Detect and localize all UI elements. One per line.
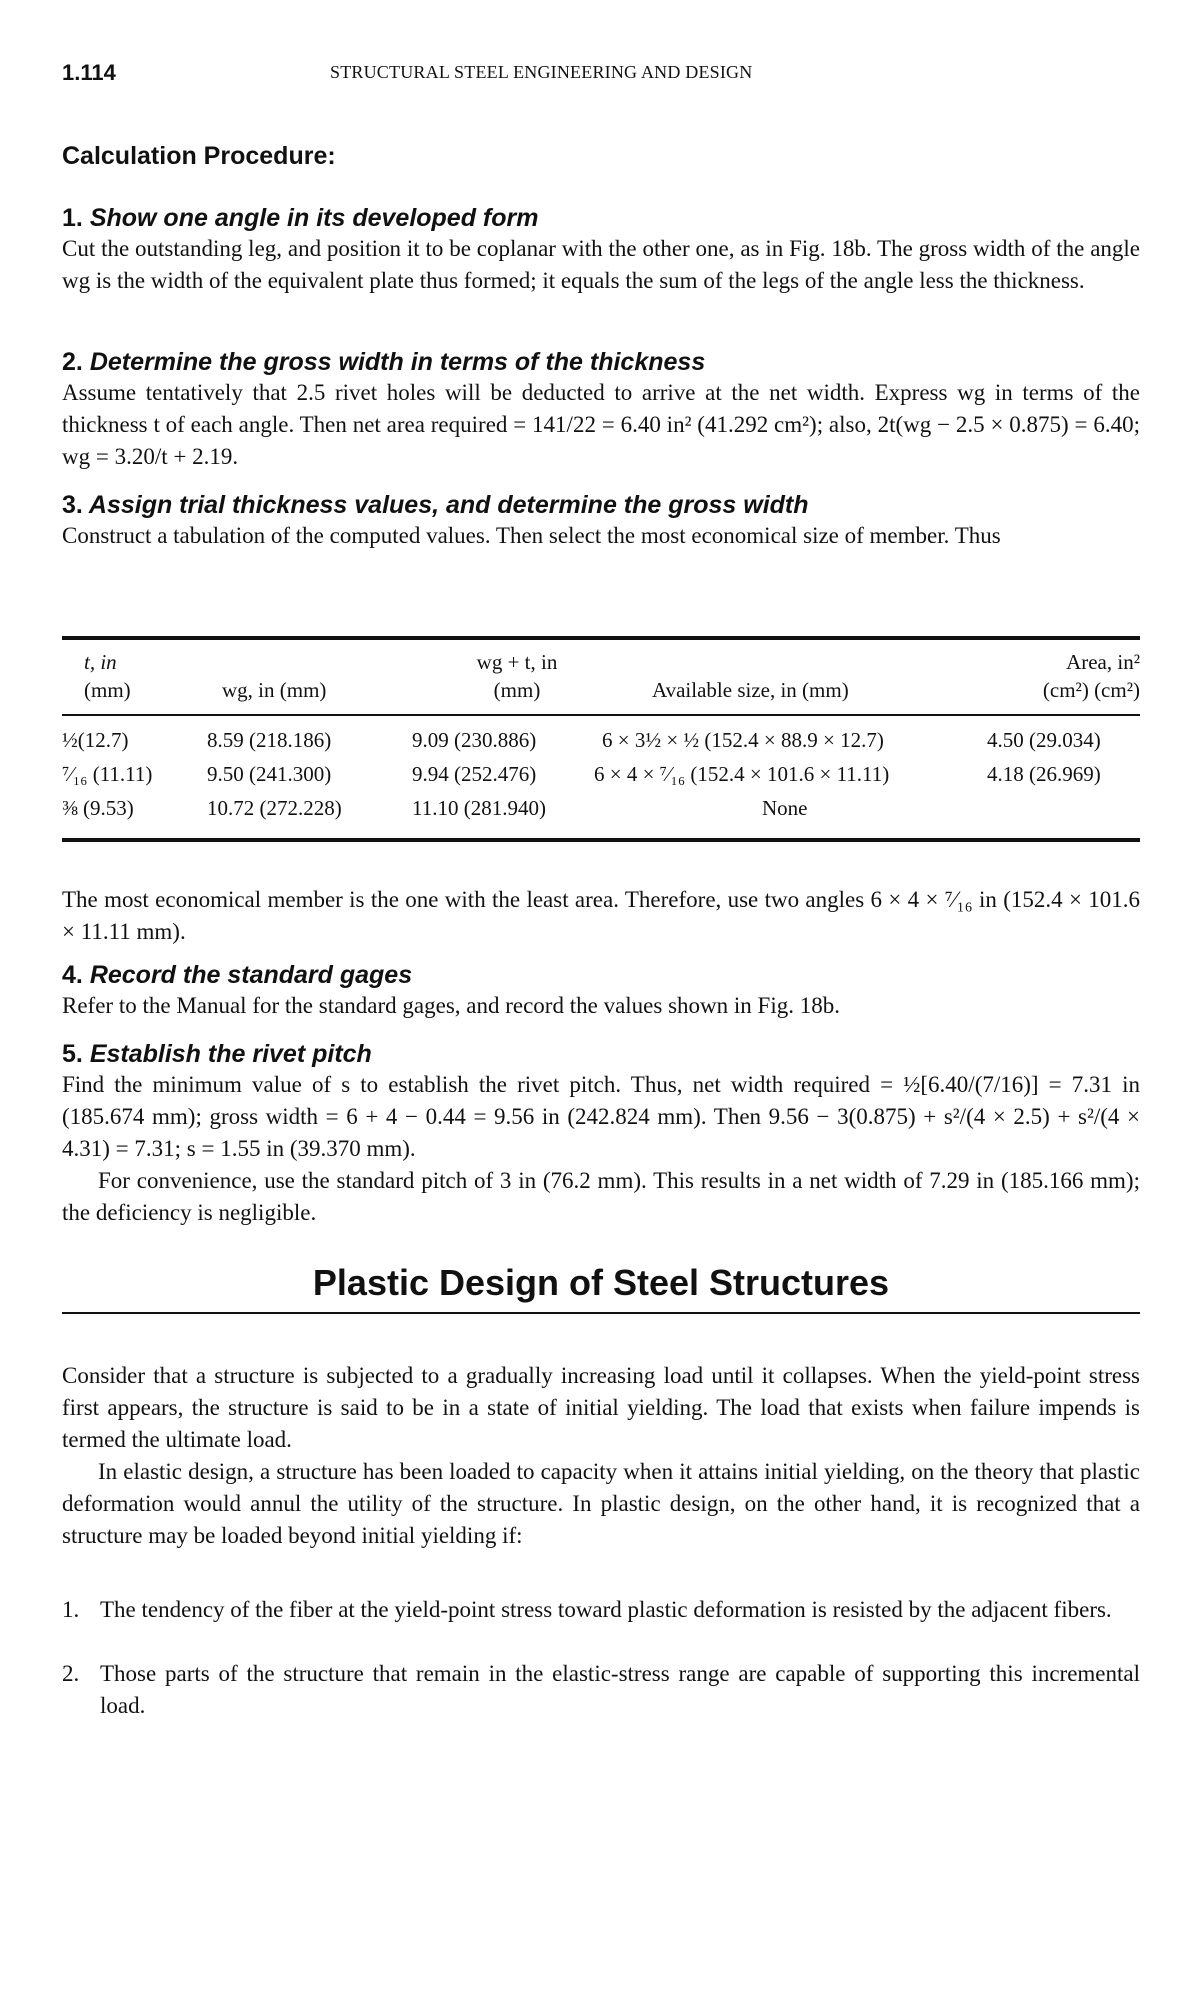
step-number: 1. [62,204,83,232]
table-cell: 9.09 (230.886) [412,728,537,752]
table-rule-top [62,636,1140,640]
step-text: Find the minimum value of s to establish the rivet pitch. Thus, net width required = ½[6.40/(7/16)] = 7.31 in (185.674 mm); gross width = 6 + 4 − 0.44 = 9.56 in (242.824 mm). Then 9.56 − 3(0.875) + s²/(4 × 2.5) + s²/(4 × 4.31) = 7.31; s = 1.55 in (39.370 mm). [62,1072,1140,1161]
step-text: Refer to the Manual for the standard gages, and record the values shown in Fig. 18b. [62,993,840,1018]
table-cell: 4.18 (26.969) [987,762,1101,786]
list-item [62,1658,1140,1722]
list-text: Those parts of the structure that remain in the elastic-stress range are capable of supporting this incremental load. [100,1661,1140,1718]
step-text: Cut the outstanding leg, and position it to be coplanar with the other one, as in Fig. 18b. The gross width of the angle wg is the width of the equivalent plate thus formed; it equals the sum of the legs of the angle less the thickness. [62,236,1140,293]
step-heading [62,347,1140,377]
table-cell: 9.94 (252.476) [412,762,537,786]
conclusion-paragraph: The most economical member is the one with the least area. Therefore, use two angles 6 × 4 × ⁷⁄₁₆ in (152.4 × 101.6 × 11.11 mm). [62,887,1140,944]
procedure-heading: Calculation Procedure: [62,142,336,170]
table-rule-mid [62,714,1140,716]
step-1 [62,203,1140,297]
step-title: Establish the rivet pitch [89,1040,372,1068]
step-4 [62,960,1140,1022]
list-text: The tendency of the fiber at the yield-point stress toward plastic deformation is resisted by the adjacent fibers. [100,1597,1112,1622]
header-available-size: Available size, in (mm) [652,678,849,702]
step-heading [62,203,1140,233]
page-number: 1.114 [62,60,116,85]
table-cell: ⁷⁄₁₆ (11.11) [62,762,153,786]
table-cell: None [762,796,808,820]
section-rule [62,1312,1140,1314]
step-number: 5. [62,1040,83,1068]
table-cell: ⅜ (9.53) [62,796,134,820]
section-paragraph-1: Consider that a structure is subjected to a gradually increasing load until it collapses. When the yield-point stress first appears, the structure is said to be in a state of initial yielding. The load that exists when failure impends is termed the ultimate load. [62,1363,1140,1452]
header-thickness: t, in (mm) [84,650,131,702]
step-5 [62,1039,1140,1229]
step-2 [62,347,1140,473]
list-marker: 2. [62,1661,80,1686]
step-text: Construct a tabulation of the computed values. Then select the most economical size of member. Thus [62,523,1001,548]
step-title: Show one angle in its developed form [89,204,539,232]
header-gross-width: wg, in (mm) [222,678,327,702]
step-heading [62,960,1140,990]
running-head [62,60,1140,90]
list-marker: 1. [62,1597,80,1622]
step-number: 2. [62,348,83,376]
table-cell: 10.72 (272.228) [207,796,342,820]
table-cell: 4.50 (29.034) [987,728,1101,752]
section-paragraph-2: In elastic design, a structure has been loaded to capacity when it attains initial yielding, on the theory that plastic deformation would annul the utility of the structure. In plastic design, on the other hand, it is recognized that a structure may be loaded beyond initial yielding if: [62,1459,1140,1548]
step-heading [62,1039,1140,1069]
step-3 [62,490,1140,552]
table-cell: ½(12.7) [62,728,129,752]
list-item [62,1594,1140,1626]
table-rule-bottom [62,838,1140,842]
step-title: Assign trial thickness values, and determine the gross width [88,491,809,519]
step-number: 3. [62,491,83,519]
table-cell: 8.59 (218.186) [207,728,332,752]
step-text: Assume tentatively that 2.5 rivet holes will be deducted to arrive at the net width. Express wg in terms of the thickness t of each angle. Then net area required = 141/22 = 6.40 in² (41.292 cm²); also, 2t(wg − 2.5 × 0.875) = 6.40; wg = 3.20/t + 2.19. [62,380,1140,469]
table-cell: 6 × 4 × ⁷⁄₁₆ (152.4 × 101.6 × 11.11) [594,762,890,786]
running-title: STRUCTURAL STEEL ENGINEERING AND DESIGN [330,62,753,82]
step-heading [62,490,1140,520]
table-cell: 9.50 (241.300) [207,762,332,786]
header-gross-plus-t: wg + t, in (mm) [476,650,558,702]
step-text-continued: For convenience, use the standard pitch of 3 in (76.2 mm). This results in a net width of 7.29 in (185.166 mm); the deficiency is negligible. [62,1168,1140,1225]
section-title: Plastic Design of Steel Structures [312,1262,890,1303]
step-title: Determine the gross width in terms of the thickness [89,348,706,376]
table-cell: 11.10 (281.940) [412,796,546,820]
step-number: 4. [62,961,83,989]
table-cell: 6 × 3½ × ½ (152.4 × 88.9 × 12.7) [602,728,884,752]
header-area: Area, in² (cm²) (cm²) [1042,650,1140,702]
step-title: Record the standard gages [89,961,413,989]
